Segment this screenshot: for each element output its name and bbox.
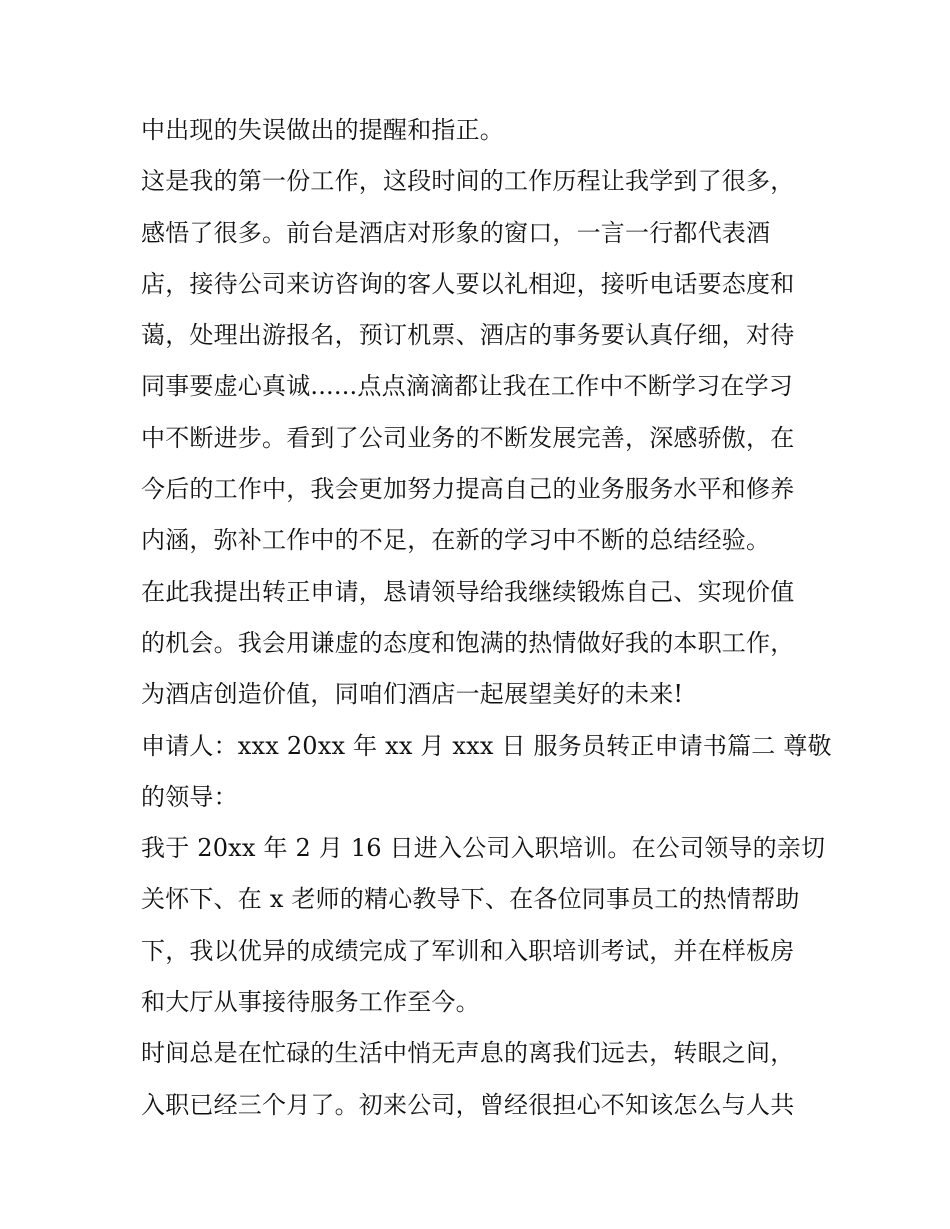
text-line-10: 在此我提出转正申请，恳请领导给我继续锻炼自己、实现价值 — [141, 577, 795, 606]
text-line-16: 关怀下、在 x 老师的精心教导下、在各位同事员工的热情帮助 — [141, 885, 800, 914]
text-line-18: 和大厅从事接待服务工作至今。 — [141, 988, 480, 1017]
text-line-9: 内涵，弥补工作中的不足，在新的学习中不断的总结经验。 — [141, 526, 771, 555]
text-line-12: 为酒店创造价值，同咱们酒店一起展望美好的未来! — [141, 680, 684, 709]
text-line-11: 的机会。我会用谦虚的态度和饱满的热情做好我的本职工作， — [141, 628, 795, 657]
text-line-6: 同事要虚心真诚......点点滴滴都让我在工作中不断学习在学习 — [141, 372, 793, 401]
text-line-13: 申请人：xxx 20xx 年 xx 月 xxx 日 服务员转正申请书篇二 尊敬 — [141, 731, 832, 760]
text-line-20: 入职已经三个月了。初来公司，曾经很担心不知该怎么与人共 — [141, 1090, 795, 1119]
text-line-3: 感悟了很多。前台是酒店对形象的窗口，一言一行都代表酒 — [141, 218, 771, 247]
text-line-8: 今后的工作中，我会更加努力提高自己的业务服务水平和修养 — [141, 475, 795, 504]
text-line-7: 中不断进步。看到了公司业务的不断发展完善，深感骄傲，在 — [141, 423, 795, 452]
text-line-19: 时间总是在忙碌的生活中悄无声息的离我们远去，转眼之间， — [141, 1039, 795, 1068]
document-body — [141, 105, 832, 1131]
text-line-15: 我于 20xx 年 2 月 16 日进入公司入职培训。在公司领导的亲切 — [141, 834, 826, 863]
text-line-5: 蔼，处理出游报名，预订机票、酒店的事务要认真仔细，对待 — [141, 321, 795, 350]
text-line-1: 中出现的失误做出的提醒和指正。 — [141, 116, 504, 144]
text-line-4: 店，接待公司来访咨询的客人要以礼相迎，接听电话要态度和 — [141, 269, 795, 298]
text-line-2: 这是我的第一份工作，这段时间的工作历程让我学到了很多， — [141, 167, 795, 196]
text-line-14: 的领导： — [141, 782, 238, 811]
text-line-17: 下，我以优异的成绩完成了军训和入职培训考试，并在样板房 — [141, 936, 795, 965]
